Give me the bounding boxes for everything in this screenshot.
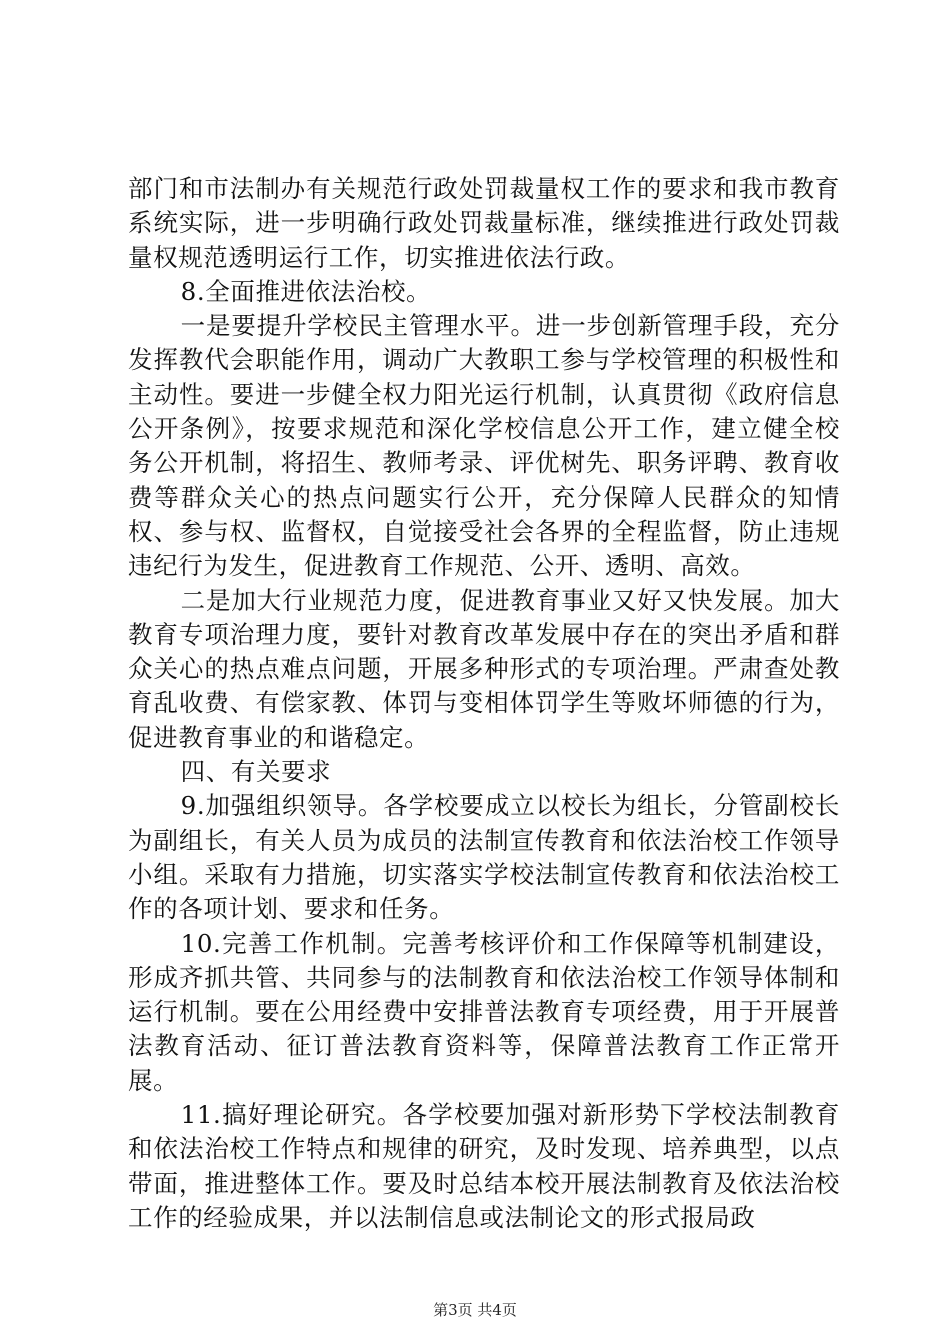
document-body xyxy=(128,172,840,1235)
page-number-footer: 第3页 共4页 xyxy=(433,1301,517,1319)
paragraph-continuation: 部门和市法制办有关规范行政处罚裁量权工作的要求和我市教育系统实际，进一步明确行政处罚裁量标准，继续推进行政处罚裁量权规范透明运行工作，切实推进依法行政。 xyxy=(128,174,840,272)
paragraph-democratic-management: 一是要提升学校民主管理水平。进一步创新管理手段，充分发挥教代会职能作用，调动广大教职工参与学校管理的积极性和主动性。要进一步健全权力阳光运行机制，认真贯彻《政府信息公开条例》，按要求规范和深化学校信息公开工作，建立健全校务公开机制，将招生、教师考录、评优树先、职务评聘、教育收费等群众关心的热点问题实行公开，充分保障人民群众的知情权、参与权、监督权，自觉接受社会各界的全程监督，防止违规违纪行为发生，促进教育工作规范、公开、透明、高效。 xyxy=(128,311,840,581)
section-heading-requirements: 四、有关要求 xyxy=(180,757,332,787)
paragraph-organization-leadership: 9.加强组织领导。各学校要成立以校长为组长，分管副校长为副组长，有关人员为成员的法制宣传教育和依法治校工作领导小组。采取有力措施，切实落实学校法制宣传教育和依法治校工作的各项计划、要求和任务。 xyxy=(128,791,840,924)
section-heading-8: 8.全面推进依法治校。 xyxy=(180,276,432,306)
paragraph-theory-research: 11.搞好理论研究。各学校要加强对新形势下学校法制教育和依法治校工作特点和规律的研究，及时发现、培养典型，以点带面，推进整体工作。要及时总结本校开展法制教育及依法治校工作的经验成果，并以法制信息或法制论文的形式报局政 xyxy=(128,1100,840,1232)
paragraph-industry-standards: 二是加大行业规范力度，促进教育事业又好又快发展。加大教育专项治理力度，要针对教育改革发展中存在的突出矛盾和群众关心的热点难点问题，开展多种形式的专项治理。严肃查处教育乱收费、有偿家教、体罚与变相体罚学生等败坏师德的行为，促进教育事业的和谐稳定。 xyxy=(128,585,840,752)
paragraph-work-mechanism: 10.完善工作机制。完善考核评价和工作保障等机制建设，形成齐抓共管、共同参与的法制教育和依法治校工作领导体制和运行机制。要在公用经费中安排普法教育专项经费，用于开展普法教育活动、征订普法教育资料等，保障普法教育工作正常开展。 xyxy=(128,928,840,1095)
